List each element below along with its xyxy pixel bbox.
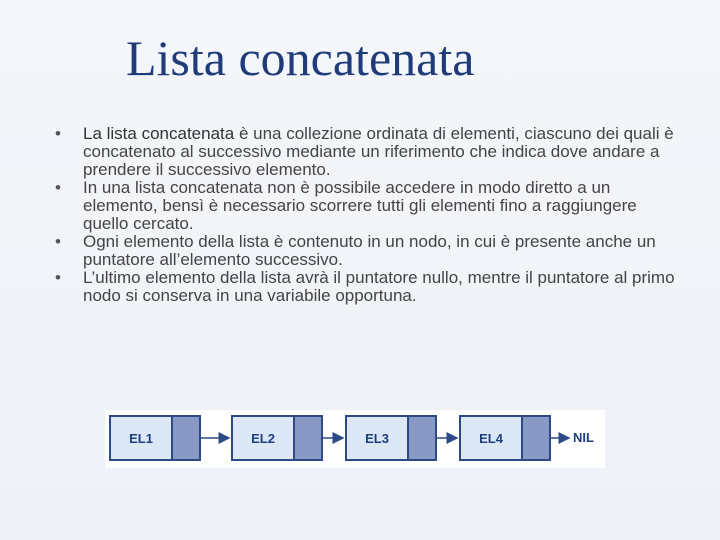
bullet-dot-icon: •	[55, 178, 61, 197]
bullet-dot-icon: •	[55, 232, 61, 251]
bullet-bold-text: La lista concatenata	[83, 124, 235, 143]
node-pointer	[523, 417, 549, 459]
bullet-text: Ogni elemento della lista è contenuto in un nodo, in cui è presente anche un puntatore all’elemento successivo.	[83, 232, 656, 269]
node-pointer	[295, 417, 321, 459]
bullet-text: In una lista concatenata non è possibile accedere in modo diretto a un elemento, bensì è necessario scorrere tutti gli elementi fino a raggiungere quello cercato.	[83, 178, 637, 233]
linked-list-diagram	[105, 410, 605, 468]
node-data: EL2	[233, 417, 295, 459]
bullet-item	[55, 233, 675, 269]
list-node-el3	[345, 415, 437, 461]
bullet-item	[55, 179, 675, 233]
list-node-el4	[459, 415, 551, 461]
bullet-item	[55, 269, 675, 305]
node-data: EL3	[347, 417, 409, 459]
list-node-el1	[109, 415, 201, 461]
bullet-text: è una collezione ordinata di elementi, ciascuno dei quali è concatenato al successivo mediante un riferimento che indica dove andare a prendere il successivo elemento.	[83, 124, 674, 179]
list-node-el2	[231, 415, 323, 461]
bullet-list	[55, 125, 675, 305]
bullet-text: L’ultimo elemento della lista avrà il puntatore nullo, mentre il puntatore al primo nodo si conserva in una variabile opportuna.	[83, 268, 675, 305]
node-data: EL1	[111, 417, 173, 459]
node-pointer	[409, 417, 435, 459]
bullet-dot-icon: •	[55, 124, 61, 143]
node-data: EL4	[461, 417, 523, 459]
slide-title: Lista concatenata	[126, 30, 475, 86]
nil-terminal-label: NIL	[573, 430, 594, 445]
bullet-dot-icon: •	[55, 268, 61, 287]
bullet-item	[55, 125, 675, 179]
node-pointer	[173, 417, 199, 459]
